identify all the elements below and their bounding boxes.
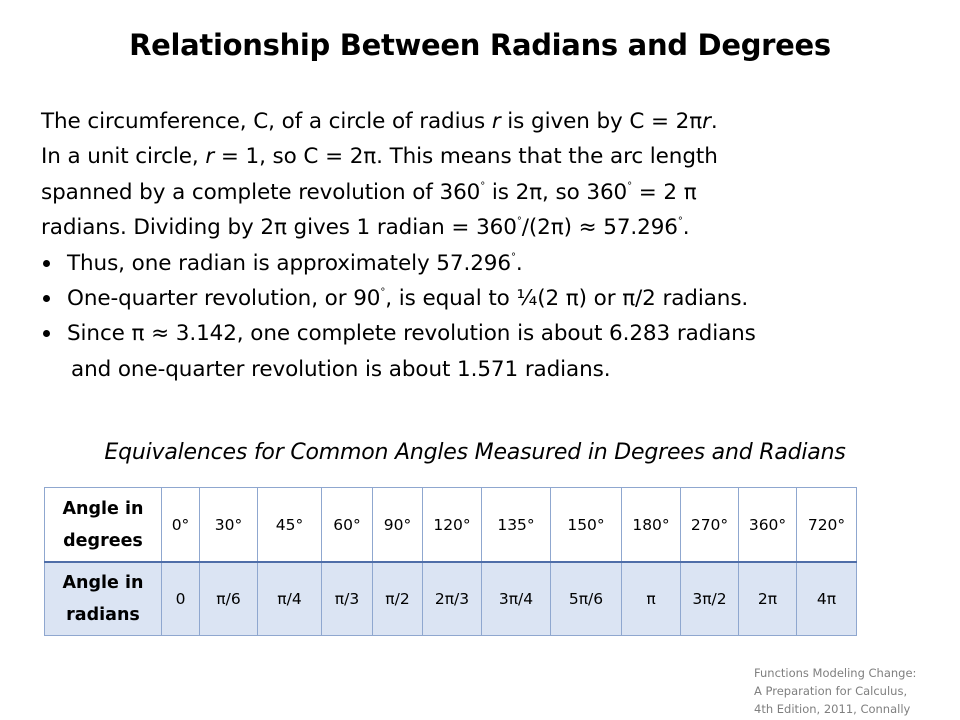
radian-cell: 0 (162, 562, 200, 636)
radian-cell: 5π/6 (551, 562, 622, 636)
radian-cell: 3π/4 (482, 562, 551, 636)
degree-cell: 270° (681, 488, 739, 563)
radian-cell: π/4 (258, 562, 322, 636)
radian-cell: 4π (797, 562, 857, 636)
row-header-degrees: Angle in degrees (45, 488, 162, 563)
degree-cell: 120° (423, 488, 482, 563)
degree-symbol: ° (380, 287, 386, 299)
explanation-text (41, 104, 931, 387)
radian-cell: π/6 (200, 562, 258, 636)
radian-cell: 2π/3 (423, 562, 482, 636)
degree-cell: 30° (200, 488, 258, 563)
degree-symbol: ° (480, 180, 486, 192)
degrees-row (45, 488, 857, 563)
degree-symbol: ° (677, 216, 683, 228)
degree-symbol: ° (510, 251, 516, 263)
degree-cell: 720° (797, 488, 857, 563)
bullet-continuation: and one-quarter revolution is about 1.571 radians. (71, 356, 611, 382)
paragraph-line: spanned by a complete revolution of 360° is 2π, so 360° = 2 π (41, 179, 697, 205)
source-credit: Functions Modeling Change: A Preparation for Calculus, 4th Edition, 2011, Connally (754, 666, 917, 716)
row-header-radians: Angle in radians (45, 562, 162, 636)
bullet-item: One-quarter revolution, or 90°, is equal to ¼(2 π) or π/2 radians. (41, 281, 931, 316)
degree-cell: 150° (551, 488, 622, 563)
radian-cell: 2π (739, 562, 797, 636)
paragraph-line: radians. Dividing by 2π gives 1 radian = 360°/(2π) ≈ 57.296°. (41, 215, 690, 241)
table-caption: Equivalences for Common Angles Measured in Degrees and Radians (104, 440, 846, 465)
degree-cell: 45° (258, 488, 322, 563)
degree-cell: 60° (322, 488, 373, 563)
slide-title: Relationship Between Radians and Degrees (129, 28, 831, 62)
paragraph-line: In a unit circle, r = 1, so C = 2π. This means that the arc length (41, 144, 718, 170)
bullet-item: Thus, one radian is approximately 57.296°. (41, 246, 931, 281)
radians-row (45, 562, 857, 636)
degree-cell: 360° (739, 488, 797, 563)
bullet-item: Since π ≈ 3.142, one complete revolution is about 6.283 radians (41, 316, 931, 351)
degree-cell: 135° (482, 488, 551, 563)
radian-cell: π/3 (322, 562, 373, 636)
radian-cell: π/2 (373, 562, 423, 636)
degree-symbol: ° (627, 180, 633, 192)
degree-symbol: ° (516, 216, 522, 228)
degree-cell: 180° (622, 488, 681, 563)
degree-cell: 0° (162, 488, 200, 563)
radian-cell: π (622, 562, 681, 636)
paragraph-line: The circumference, C, of a circle of radius r is given by C = 2πr. (41, 109, 718, 134)
angle-equivalence-table (44, 487, 857, 636)
degree-cell: 90° (373, 488, 423, 563)
radian-cell: 3π/2 (681, 562, 739, 636)
